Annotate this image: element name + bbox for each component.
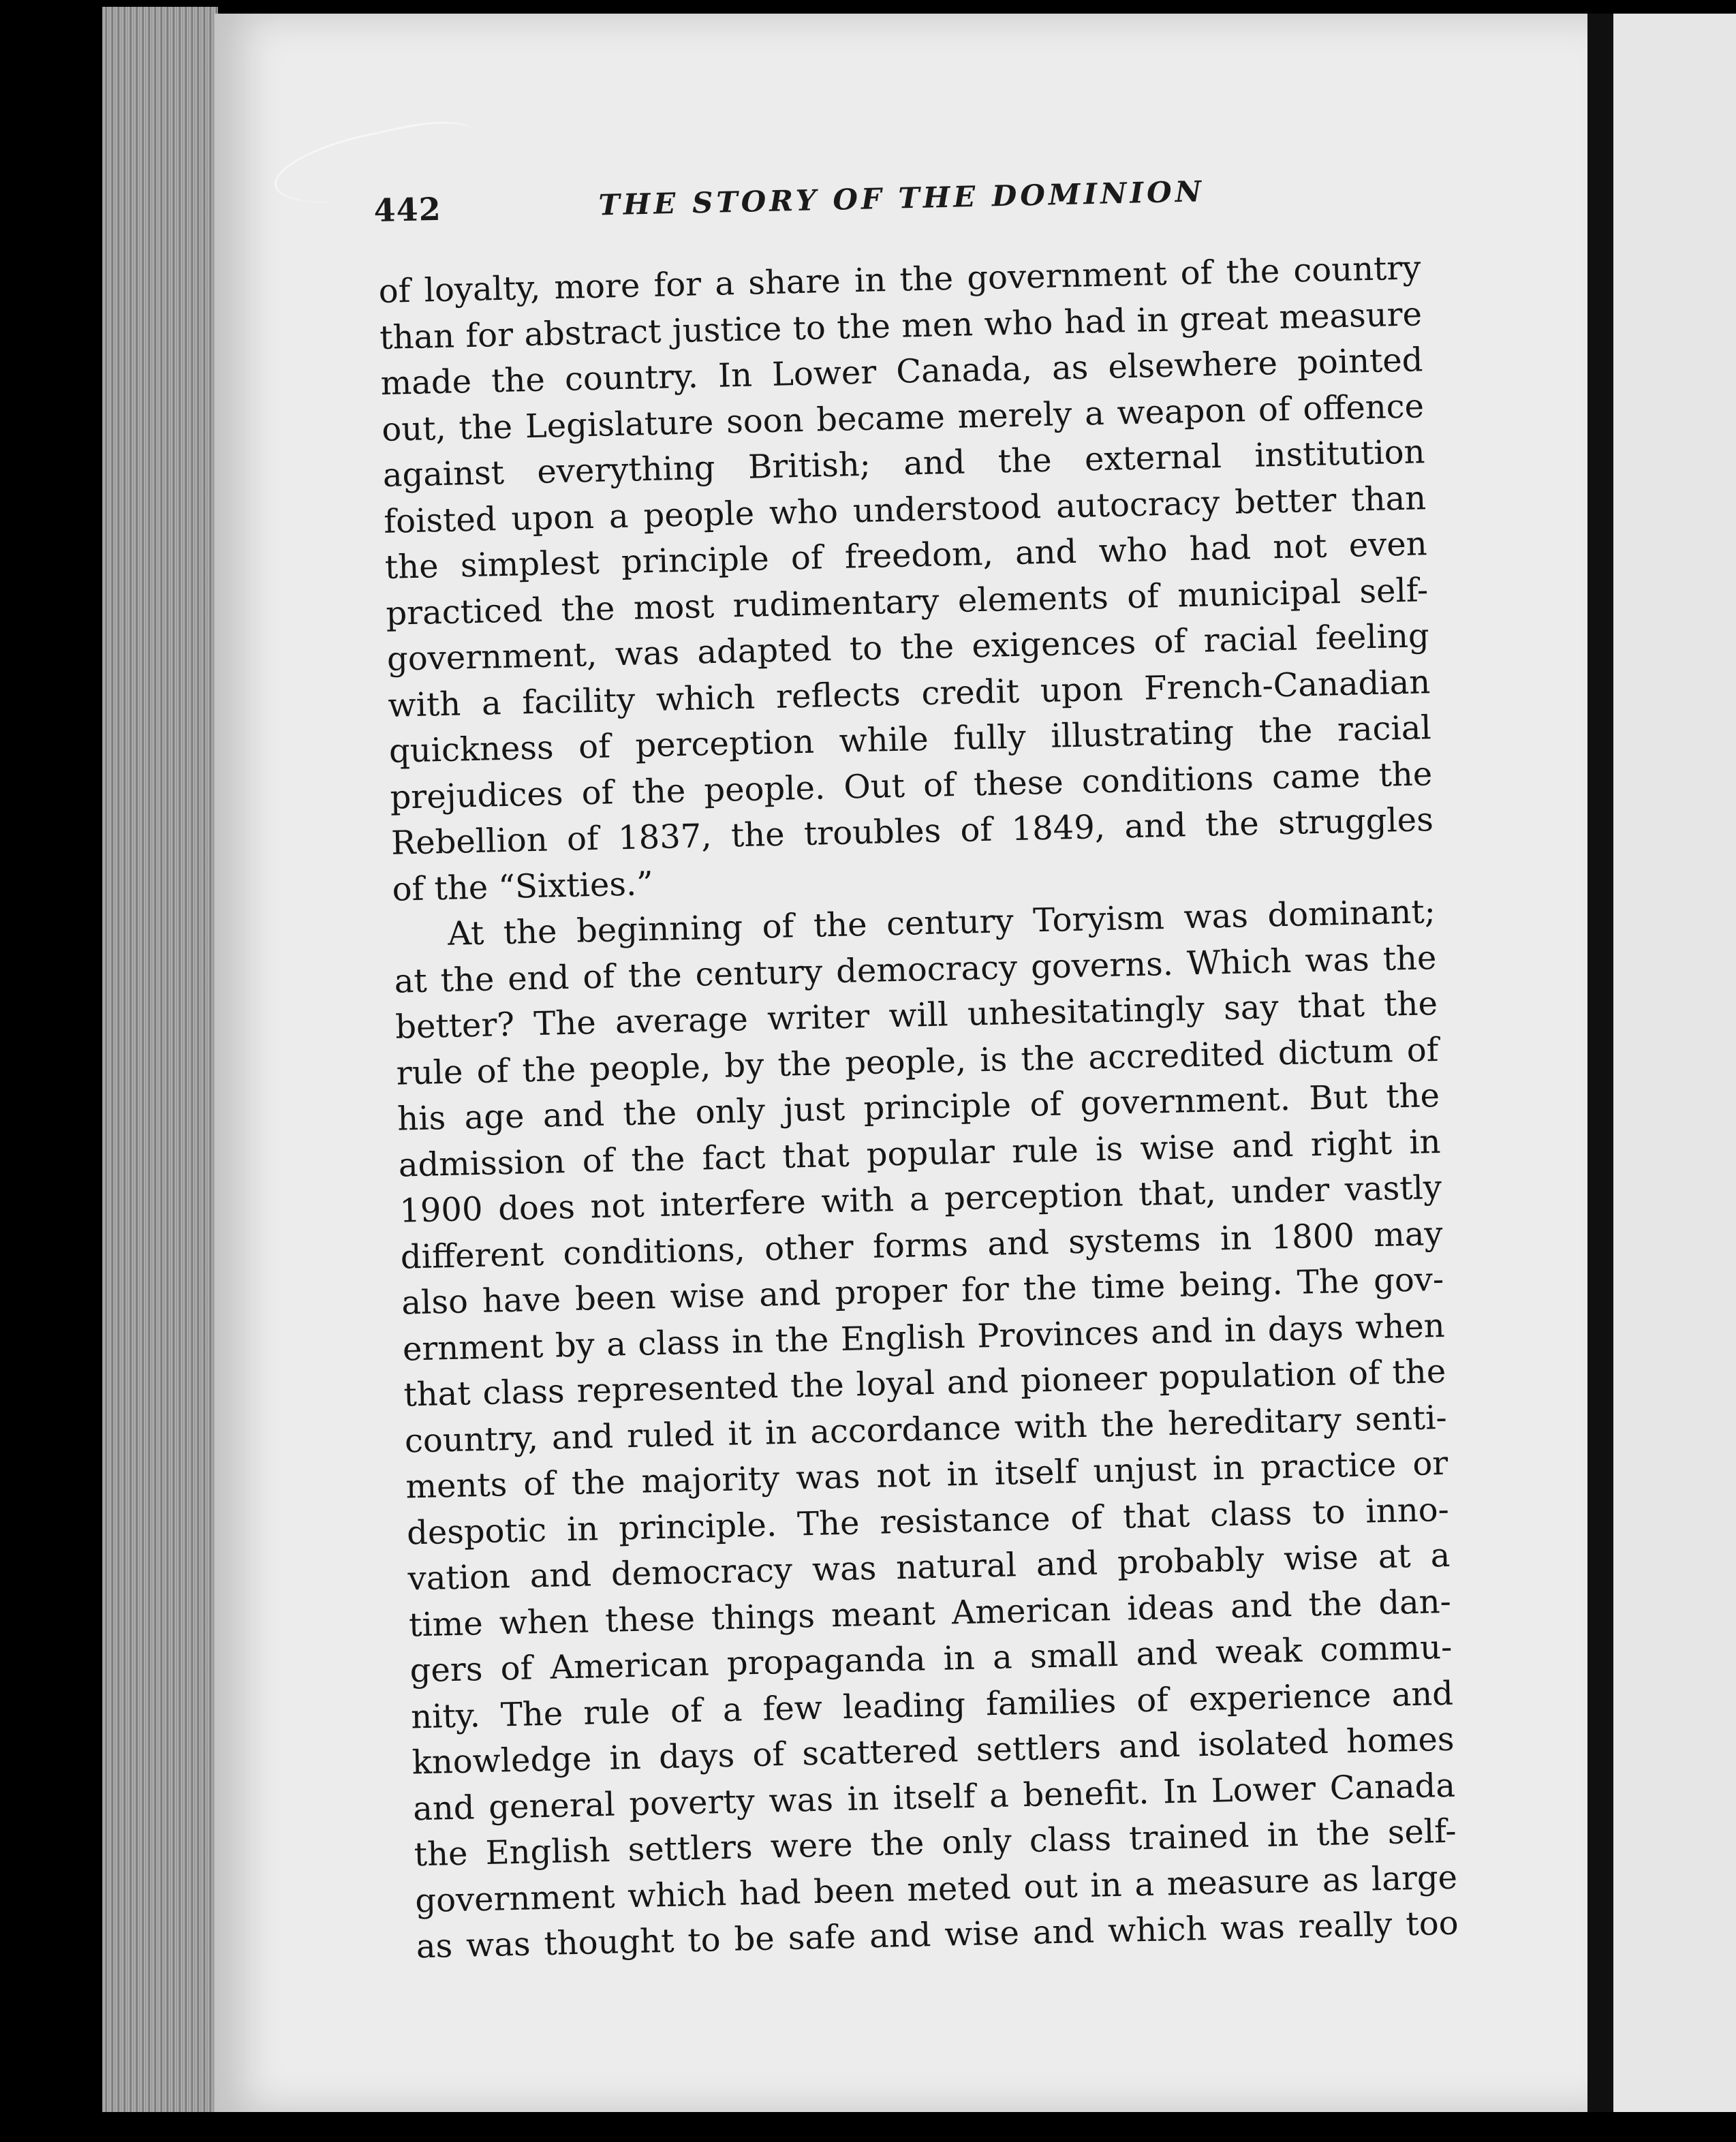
book-page-edges [102,7,218,2112]
running-head: THE STORY OF THE DOMINION [598,174,1205,222]
text-line: as was thought to be safe and wise and which was really too [416,1904,1459,1966]
text-line: practiced the most rudimentary elements of municipal self- [385,570,1429,633]
text-line: vation and democracy was natural and probably wise at a [407,1536,1451,1598]
page-number: 442 [373,190,442,229]
text-line: out, the Legislature soon became merely a weapon of offence [381,386,1425,449]
text-line: than for abstract justice to the men who had in great measure [379,294,1423,357]
text-line: At the beginning of the century Toryism was dominant; [447,892,1436,953]
text-line: also have been wise and proper for the time being. The gov- [401,1260,1444,1322]
text-line: government, was adapted to the exigences of racial feeling [386,617,1430,679]
text-line: foisted upon a people who understood autocracy better than [383,478,1427,541]
text-line: country, and ruled it in accordance with the hereditary senti- [404,1398,1448,1461]
text-line: made the country. In Lower Canada, as elsewhere pointed [380,341,1424,403]
text-line: of the “Sixties.” [392,864,654,909]
text-line: ernment by a class in the English Provinces and in days when [402,1306,1446,1369]
text-line: that class represented the loyal and pioneer population of the [403,1352,1446,1414]
text-line: knowledge in days of scattered settlers and isolated homes [412,1720,1455,1782]
text-line: better? The average writer will unhesitatingly say that the [394,984,1438,1046]
text-line: with a facility which reflects credit upon French-Canadian [387,662,1431,725]
text-line: and general poverty was in itself a benefit. In Lower Canada [412,1766,1456,1828]
text-line: prejudices of the people. Out of these conditions came the [389,754,1433,817]
body-text [378,245,1459,1970]
text-line: different conditions, other forms and systems in 1800 may [400,1214,1444,1277]
book-gutter [1587,14,1615,2112]
text-line: 1900 does not interfere with a perception that, under vastly [399,1168,1442,1230]
text-line: the English settlers were the only class trained in the self- [414,1812,1457,1874]
text-line: against everything British; and the external institution [382,433,1426,495]
text-line: ments of the majority was not in itself unjust in practice or [405,1444,1448,1506]
text-line: the simplest principle of freedom, and who had not even [384,525,1428,587]
text-line: quickness of perception while fully illustrating the racial [388,709,1432,771]
text-line: government which had been meted out in a measure as large [414,1858,1458,1920]
text-line: time when these things meant American ideas and the dan- [408,1582,1452,1644]
text-line: Rebellion of 1837, the troubles of 1849, and the struggles [390,801,1434,863]
text-line: at the end of the century democracy governs. Which was the [394,938,1437,1001]
text-line: his age and the only just principle of government. But the [397,1076,1440,1138]
text-line: of loyalty, more for a share in the government of the country [378,249,1421,311]
text-line: admission of the fact that popular rule is wise and right in [398,1122,1442,1185]
facing-page [1613,14,1736,2112]
text-line: despotic in principle. The resistance of that class to inno- [406,1490,1450,1553]
text-line: gers of American propaganda in a small and weak commu- [409,1628,1453,1690]
text-line: nity. The rule of a few leading families of experience and [410,1674,1454,1736]
text-line: rule of the people, by the people, is the accredited dictum of [396,1030,1440,1093]
